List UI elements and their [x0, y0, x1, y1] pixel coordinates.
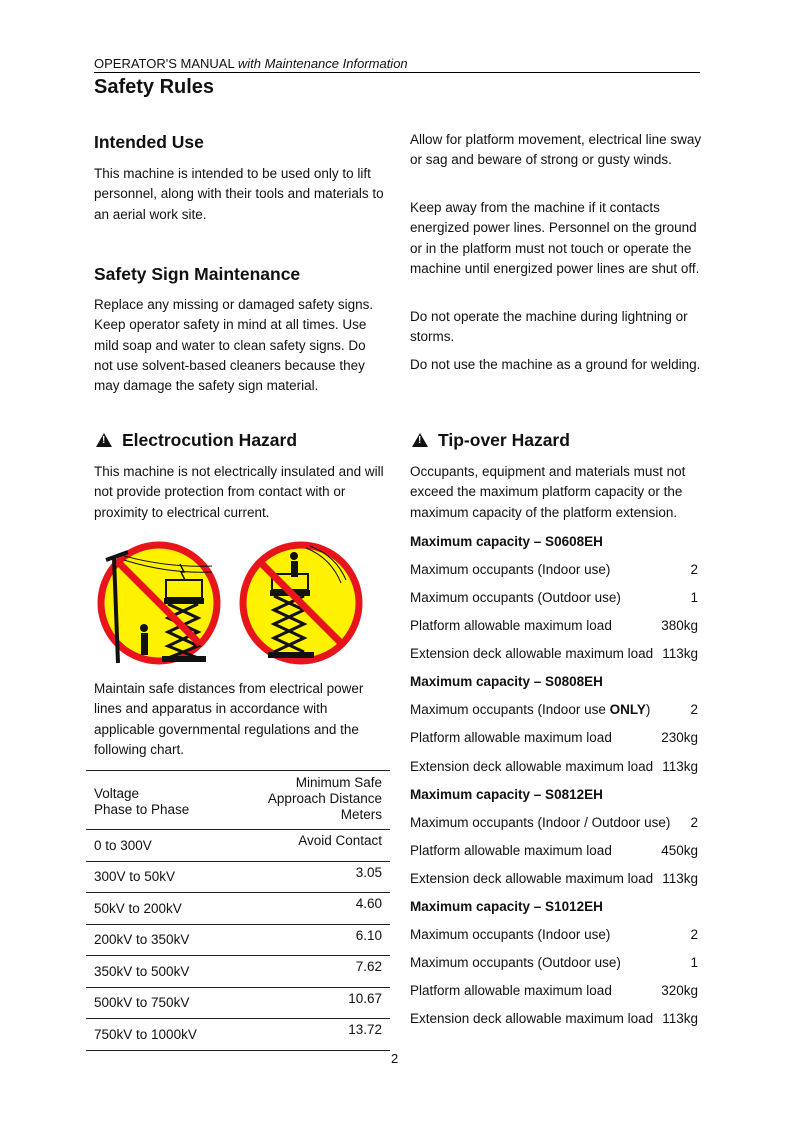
capacity-row: Platform allowable maximum load 230kg	[410, 730, 698, 745]
sign-maintenance-heading: Safety Sign Maintenance	[94, 264, 301, 284]
electrocution-text: This machine is not electrically insulated and will not provide protection from contact with or proximity to electrical current.	[94, 464, 384, 520]
capacity-row: Maximum occupants (Indoor use) 2	[410, 927, 698, 942]
page-number: 2	[391, 1051, 399, 1066]
welding-text: Do not use the machine as a ground for welding.	[410, 357, 701, 372]
power-line-contact-text: Keep away from the machine if it contacts energized power lines. Personnel on the ground or in the platform must not touch or operate the machine until energized power lines are shut off.	[410, 200, 700, 276]
capacity-row: Maximum occupants (Indoor use ONLY) 2	[410, 702, 698, 717]
capacity-row: Maximum occupants (Outdoor use) 1	[410, 955, 698, 970]
warning-triangle-icon	[412, 433, 428, 447]
table-row: 750kV to 1000kV 13.72	[86, 1019, 390, 1051]
capacity-row: Maximum occupants (Indoor / Outdoor use) 2	[410, 815, 698, 830]
voltage-column-header: Voltage Phase to Phase	[86, 771, 231, 830]
capacity-row: Extension deck allowable maximum load 113kg	[410, 646, 698, 661]
capacity-row: Platform allowable maximum load 450kg	[410, 843, 698, 858]
lightning-text: Do not operate the machine during lightning or storms.	[410, 309, 688, 345]
capacity-row: Extension deck allowable maximum load 113kg	[410, 1011, 698, 1026]
electrocution-title: Electrocution Hazard	[122, 430, 298, 450]
warning-triangle-icon	[96, 433, 112, 447]
table-row: 500kV to 750kV 10.67	[86, 987, 390, 1019]
table-row: 350kV to 500kV 7.62	[86, 956, 390, 988]
page-title: Safety Rules	[94, 76, 215, 98]
capacity-row: Extension deck allowable maximum load 113kg	[410, 871, 698, 886]
table-row: 0 to 300V Avoid Contact	[86, 830, 390, 862]
capacity-row: Platform allowable maximum load 320kg	[410, 983, 698, 998]
tipover-title: Tip-over Hazard	[438, 430, 570, 450]
table-header-row	[86, 771, 390, 830]
tipover-heading	[412, 430, 570, 451]
capacity-row: Platform allowable maximum load 380kg	[410, 618, 698, 633]
electrocution-sign-platform-icon	[236, 538, 366, 668]
capacity-title-s1012eh: Maximum capacity – S1012EH	[410, 899, 603, 914]
intended-use-heading: Intended Use	[94, 132, 204, 152]
capacity-row: Maximum occupants (Indoor use) 2	[410, 562, 698, 577]
distance-column-header: Minimum Safe Approach Distance Meters	[231, 771, 390, 830]
table-row: 200kV to 350kV 6.10	[86, 924, 390, 956]
platform-movement-text: Allow for platform movement, electrical line sway or sag and beware of strong or gusty winds.	[410, 132, 702, 168]
capacity-row: Maximum occupants (Outdoor use) 1	[410, 590, 698, 605]
intended-use-text: This machine is intended to be used only to lift personnel, along with their tools and materials to an aerial work site.	[94, 166, 384, 222]
capacity-title-s0812eh: Maximum capacity – S0812EH	[410, 787, 603, 802]
manual-title: OPERATOR'S MANUAL	[94, 56, 235, 71]
table-row: 300V to 50kV 3.05	[86, 861, 390, 893]
running-header	[94, 56, 700, 73]
tipover-text: Occupants, equipment and materials must not exceed the maximum platform capacity or the maximum capacity of the platform extension.	[410, 464, 686, 520]
safe-distance-table	[86, 770, 390, 1051]
electrocution-sign-powerline-icon	[94, 538, 224, 668]
table-row: 50kV to 200kV 4.60	[86, 893, 390, 925]
electrocution-heading	[96, 430, 297, 451]
capacity-title-s0608eh: Maximum capacity – S0608EH	[410, 534, 603, 549]
safe-distance-text: Maintain safe distances from electrical power lines and apparatus in accordance with applicable governmental regulations and the following chart.	[94, 681, 364, 757]
sign-maintenance-text: Replace any missing or damaged safety signs. Keep operator safety in mind at all times. Use mild soap and water to clean safety signs. Do not use solvent-based cleaners because they may damage the safety sign material.	[94, 297, 374, 394]
capacity-title-s0808eh: Maximum capacity – S0808EH	[410, 674, 603, 689]
capacity-row: Extension deck allowable maximum load 113kg	[410, 759, 698, 774]
manual-subtitle: with Maintenance Information	[237, 56, 408, 71]
